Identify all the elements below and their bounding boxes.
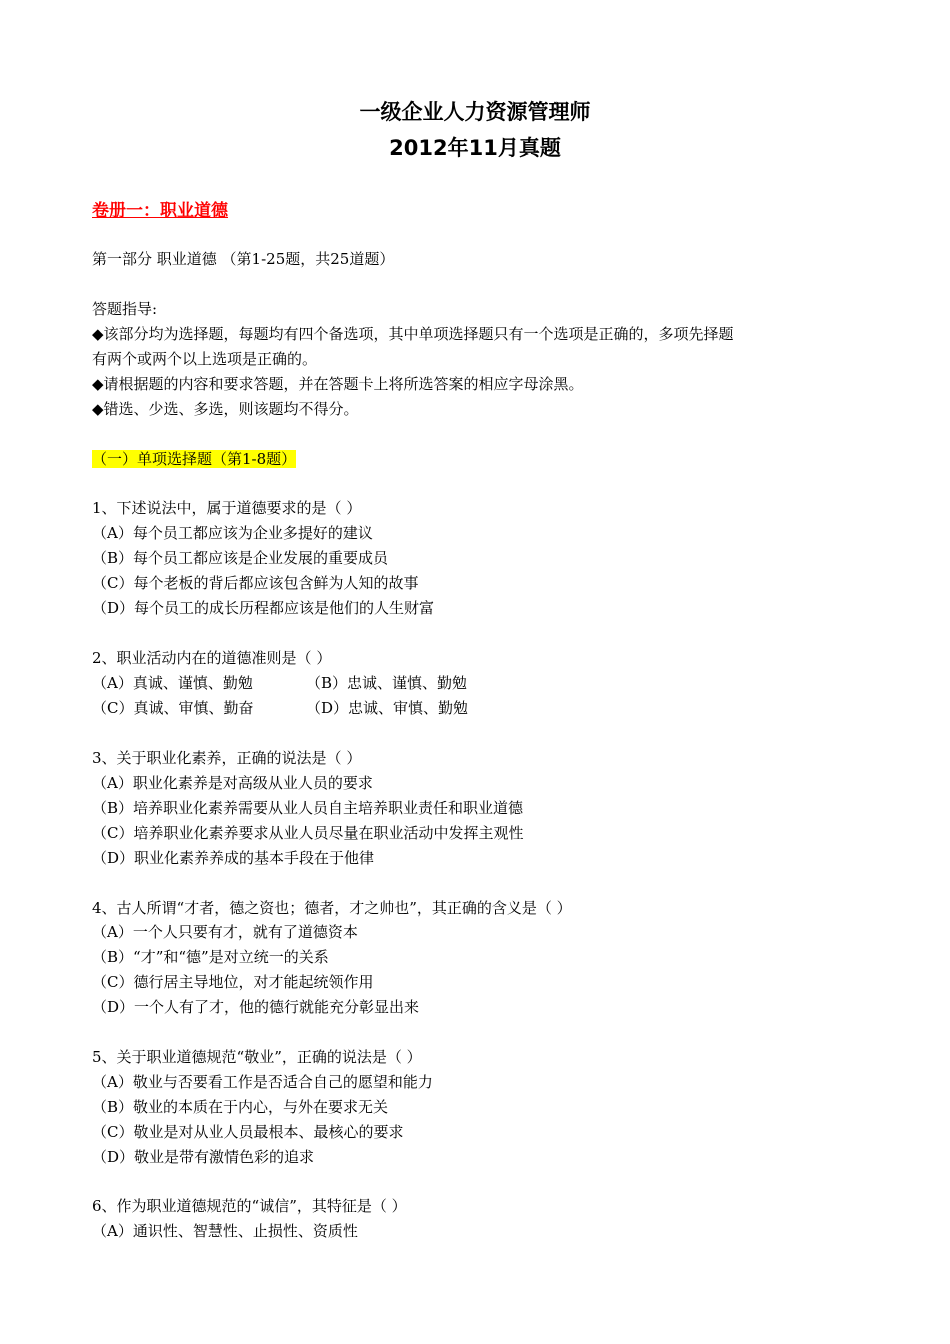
volume-heading: 卷册一：职业道德 bbox=[92, 201, 228, 221]
question-option: （C）真诚、审慎、勤奋 bbox=[92, 699, 254, 717]
question-stem: 2、职业活动内在的道德准则是（ ） bbox=[92, 649, 332, 667]
question-stem: 3、关于职业化素养，正确的说法是（ ） bbox=[92, 749, 362, 767]
question-stem: 1、下述说法中，属于道德要求的是（ ） bbox=[92, 499, 362, 517]
question-option: （C）敬业是对从业人员最根本、最核心的要求 bbox=[92, 1123, 404, 1141]
question-option: （A）职业化素养是对高级从业人员的要求 bbox=[92, 774, 373, 792]
question-option: （A）每个员工都应该为企业多提好的建议 bbox=[92, 524, 373, 542]
question-option: （D）忠诚、审慎、勤勉 bbox=[306, 699, 469, 717]
instruction-line: 有两个或两个以上选项是正确的。 bbox=[92, 350, 318, 368]
question-stem: 6、作为职业道德规范的“诚信”，其特征是（ ） bbox=[92, 1197, 407, 1215]
question-option: （B）培养职业化素养需要从业人员自主培养职业责任和职业道德 bbox=[92, 799, 524, 817]
instruction-line: ◆错选、少选、多选，则该题均不得分。 bbox=[92, 400, 359, 418]
question-stem: 4、古人所谓“才者，德之资也；德者，才之帅也”，其正确的含义是（ ） bbox=[92, 899, 572, 917]
question-option: （D）职业化素养养成的基本手段在于他律 bbox=[92, 849, 375, 867]
question-stem: 5、关于职业道德规范“敬业”，正确的说法是（ ） bbox=[92, 1048, 422, 1066]
question-option: （C）德行居主导地位，对才能起统领作用 bbox=[92, 973, 374, 991]
instructions-label: 答题指导: bbox=[92, 300, 158, 318]
question-option: （C）培养职业化素养要求从业人员尽量在职业活动中发挥主观性 bbox=[92, 824, 524, 842]
question-option: （B）忠诚、谨慎、勤勉 bbox=[306, 674, 468, 692]
question-option: （A）敬业与否要看工作是否适合自己的愿望和能力 bbox=[92, 1073, 433, 1091]
question-option: （B）敬业的本质在于内心，与外在要求无关 bbox=[92, 1098, 389, 1116]
question-option: （D）敬业是带有激情色彩的追求 bbox=[92, 1148, 315, 1166]
question-option: （A）一个人只要有才，就有了道德资本 bbox=[92, 923, 358, 941]
question-option: （D）一个人有了才，他的德行就能充分彰显出来 bbox=[92, 998, 420, 1016]
document-title: 一级企业人力资源管理师 bbox=[359, 100, 591, 124]
part-heading: 第一部分 职业道德 （第1-25题，共25道题） bbox=[92, 250, 395, 268]
section-heading-text: （一）单项选择题（第1-8题） bbox=[92, 450, 297, 468]
section-heading bbox=[92, 447, 296, 472]
instruction-line: ◆请根据题的内容和要求答题，并在答题卡上将所选答案的相应字母涂黑。 bbox=[92, 375, 584, 393]
document-subtitle: 2012年11月真题 bbox=[389, 136, 561, 160]
question-option: （C）每个老板的背后都应该包含鲜为人知的故事 bbox=[92, 574, 419, 592]
instruction-line: ◆该部分均为选择题，每题均有四个备选项，其中单项选择题只有一个选项是正确的，多项先择题 bbox=[92, 325, 734, 343]
question-option: （D）每个员工的成长历程都应该是他们的人生财富 bbox=[92, 599, 435, 617]
question-option: （B）每个员工都应该是企业发展的重要成员 bbox=[92, 549, 389, 567]
question-option: （A）通识性、智慧性、止损性、资质性 bbox=[92, 1222, 358, 1240]
question-option: （B）“才”和“德”是对立统一的关系 bbox=[92, 948, 329, 966]
question-option: （A）真诚、谨慎、勤勉 bbox=[92, 674, 253, 692]
